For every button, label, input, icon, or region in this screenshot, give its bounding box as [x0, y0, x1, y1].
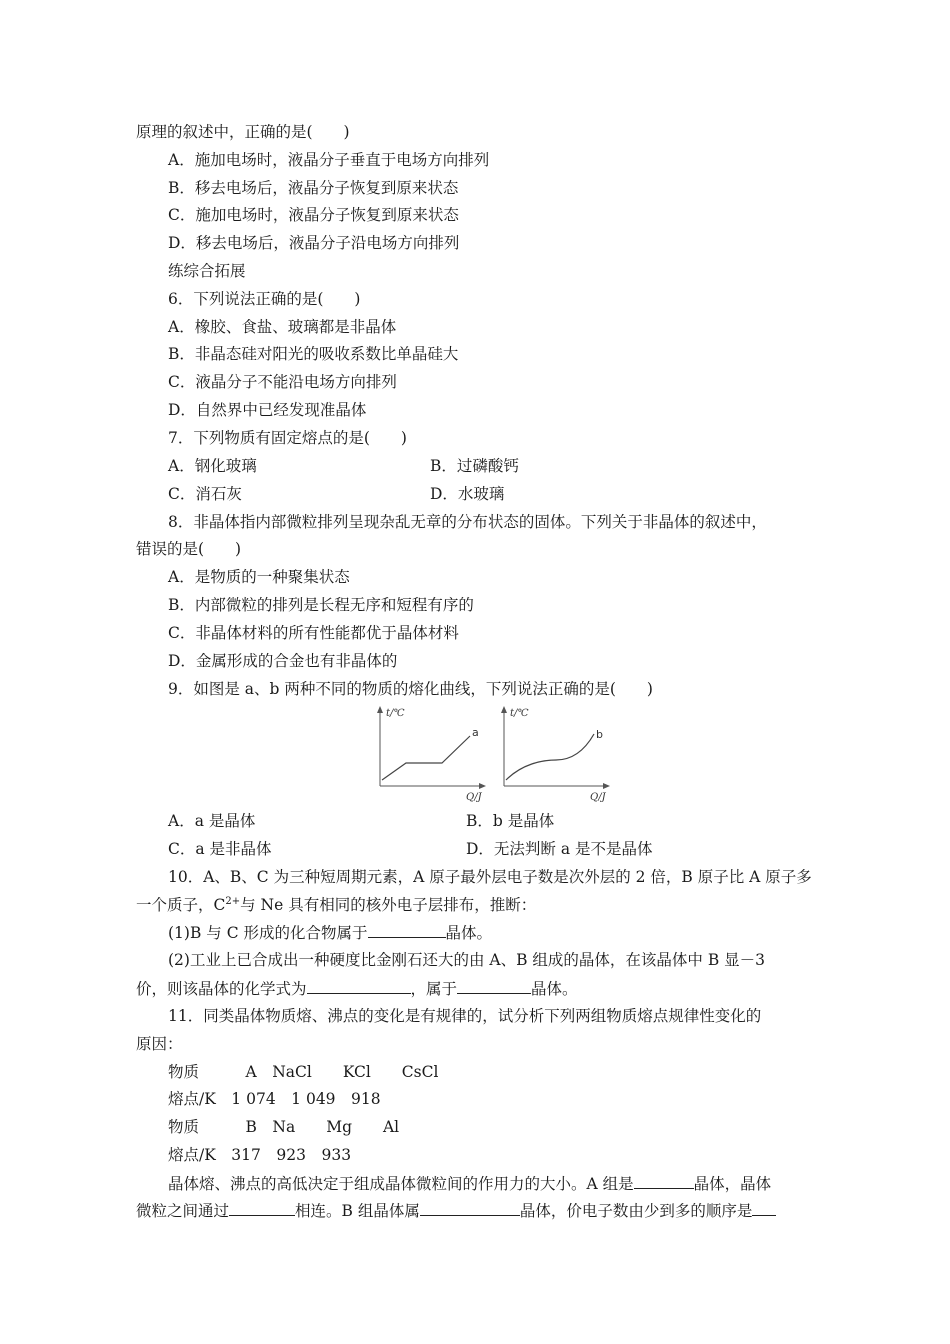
q5-option-d: D．移去电场后，液晶分子沿电场方向排列	[168, 234, 460, 252]
q11-group-b-type-blank[interactable]	[420, 1200, 520, 1216]
q7-option-c: C．消石灰	[168, 485, 242, 503]
y-label-a: t/℃	[386, 708, 405, 719]
q7-option-d: D．水玻璃	[430, 485, 505, 503]
x-axis-arrow-a	[479, 783, 486, 789]
curve-b-label: b	[596, 728, 603, 741]
q11-stem-line2: 原因：	[136, 1035, 183, 1053]
x-label-b: Q/J	[590, 792, 606, 803]
q9-option-a: A．a 是晶体	[168, 812, 256, 830]
q11-order-blank[interactable]	[752, 1200, 776, 1216]
q11-table-a-substances: 物质 A NaCl KCl CsCl	[168, 1063, 439, 1081]
q6-option-b: B．非晶态硅对阳光的吸收系数比单晶硅大	[168, 345, 459, 363]
q7-option-a: A．钢化玻璃	[168, 457, 257, 475]
melting-curve-a-figure	[370, 704, 490, 804]
q6-option-c: C．液晶分子不能沿电场方向排列	[168, 373, 397, 391]
q11-group-a-type-blank[interactable]	[634, 1173, 694, 1189]
q8-stem-line1: 8．非晶体指内部微粒排列呈现杂乱无章的分布状态的固体。下列关于非晶体的叙述中，	[168, 513, 767, 531]
q8-stem-line2: 错误的是( )	[136, 540, 242, 558]
q10-formula-blank[interactable]	[307, 978, 411, 994]
q6-option-d: D．自然界中已经发现准晶体	[168, 401, 367, 419]
x-label-a: Q/J	[466, 792, 482, 803]
q10-part1-blank[interactable]	[368, 922, 446, 938]
y-label-b: t/℃	[510, 708, 529, 719]
q10-part2-line1: (2)工业上已合成出一种硬度比金刚石还大的由 A、B 组成的晶体，在该晶体中 B 显－3	[168, 951, 766, 969]
q6-option-a: A．橡胶、食盐、玻璃都是非晶体	[168, 318, 397, 336]
q11-answer-line1: 晶体熔、沸点的高低决定于组成晶体微粒间的作用力的大小。A 组是 晶体，晶体	[168, 1175, 772, 1193]
curve-b	[506, 734, 594, 780]
q5-option-a: A．施加电场时，液晶分子垂直于电场方向排列	[168, 151, 490, 169]
q8-option-d: D．金属形成的合金也有非晶体的	[168, 652, 398, 670]
q10-stem-line1: 10．A、B、C 为三种短周期元素，A 原子最外层电子数是次外层的 2 倍，B 原子比 A 原子多	[168, 868, 812, 886]
curve-a	[382, 736, 470, 780]
q7-option-b: B．过磷酸钙	[430, 457, 519, 475]
q5-stem-end: 原理的叙述中，正确的是( )	[136, 123, 350, 141]
q11-table-b-melting-points: 熔点/K 317 923 933	[168, 1146, 352, 1164]
q8-option-a: A．是物质的一种聚集状态	[168, 568, 350, 586]
q6-stem: 6．下列说法正确的是( )	[168, 290, 361, 308]
q11-interaction-blank[interactable]	[229, 1200, 295, 1216]
y-axis-arrow-b	[501, 706, 507, 713]
section-title: 练综合拓展	[168, 262, 246, 280]
curve-a-label: a	[472, 726, 479, 739]
q11-table-a-melting-points: 熔点/K 1 074 1 049 918	[168, 1090, 381, 1108]
x-axis-arrow-b	[603, 783, 610, 789]
melting-curve-b-figure	[494, 704, 614, 804]
y-axis-arrow-a	[377, 706, 383, 713]
q11-stem-line1: 11．同类晶体物质熔、沸点的变化是有规律的，试分析下列两组物质熔点规律性变化的	[168, 1007, 762, 1025]
q9-option-c: C．a 是非晶体	[168, 840, 272, 858]
q10-crystal-type-blank[interactable]	[457, 978, 531, 994]
q7-stem: 7．下列物质有固定熔点的是( )	[168, 429, 407, 447]
q11-answer-line2: 微粒之间通过 相连。B 组晶体属 晶体，价电子数由少到多的顺序是	[136, 1200, 776, 1221]
q8-option-b: B．内部微粒的排列是长程无序和短程有序的	[168, 596, 474, 614]
q5-option-c: C．施加电场时，液晶分子恢复到原来状态	[168, 206, 459, 224]
q10-part1: (1)B 与 C 形成的化合物属于 晶体。	[168, 924, 493, 942]
q10-stem-line2: 一个质子，$C^{2+}$与 Ne 具有相同的核外电子层排布，推断：	[136, 895, 537, 914]
q8-option-c: C．非晶体材料的所有性能都优于晶体材料	[168, 624, 459, 642]
q9-option-d: D．无法判断 a 是不是晶体	[466, 840, 653, 858]
q11-table-b-substances: 物质 B Na Mg Al	[168, 1118, 400, 1136]
q9-stem: 9．如图是 a、b 两种不同的物质的熔化曲线，下列说法正确的是( )	[168, 680, 653, 698]
q5-option-b: B．移去电场后，液晶分子恢复到原来状态	[168, 179, 459, 197]
q9-option-b: B．b 是晶体	[466, 812, 555, 830]
q10-part2-line2: 价，则该晶体的化学式为 ，属于 晶体。	[136, 980, 578, 998]
